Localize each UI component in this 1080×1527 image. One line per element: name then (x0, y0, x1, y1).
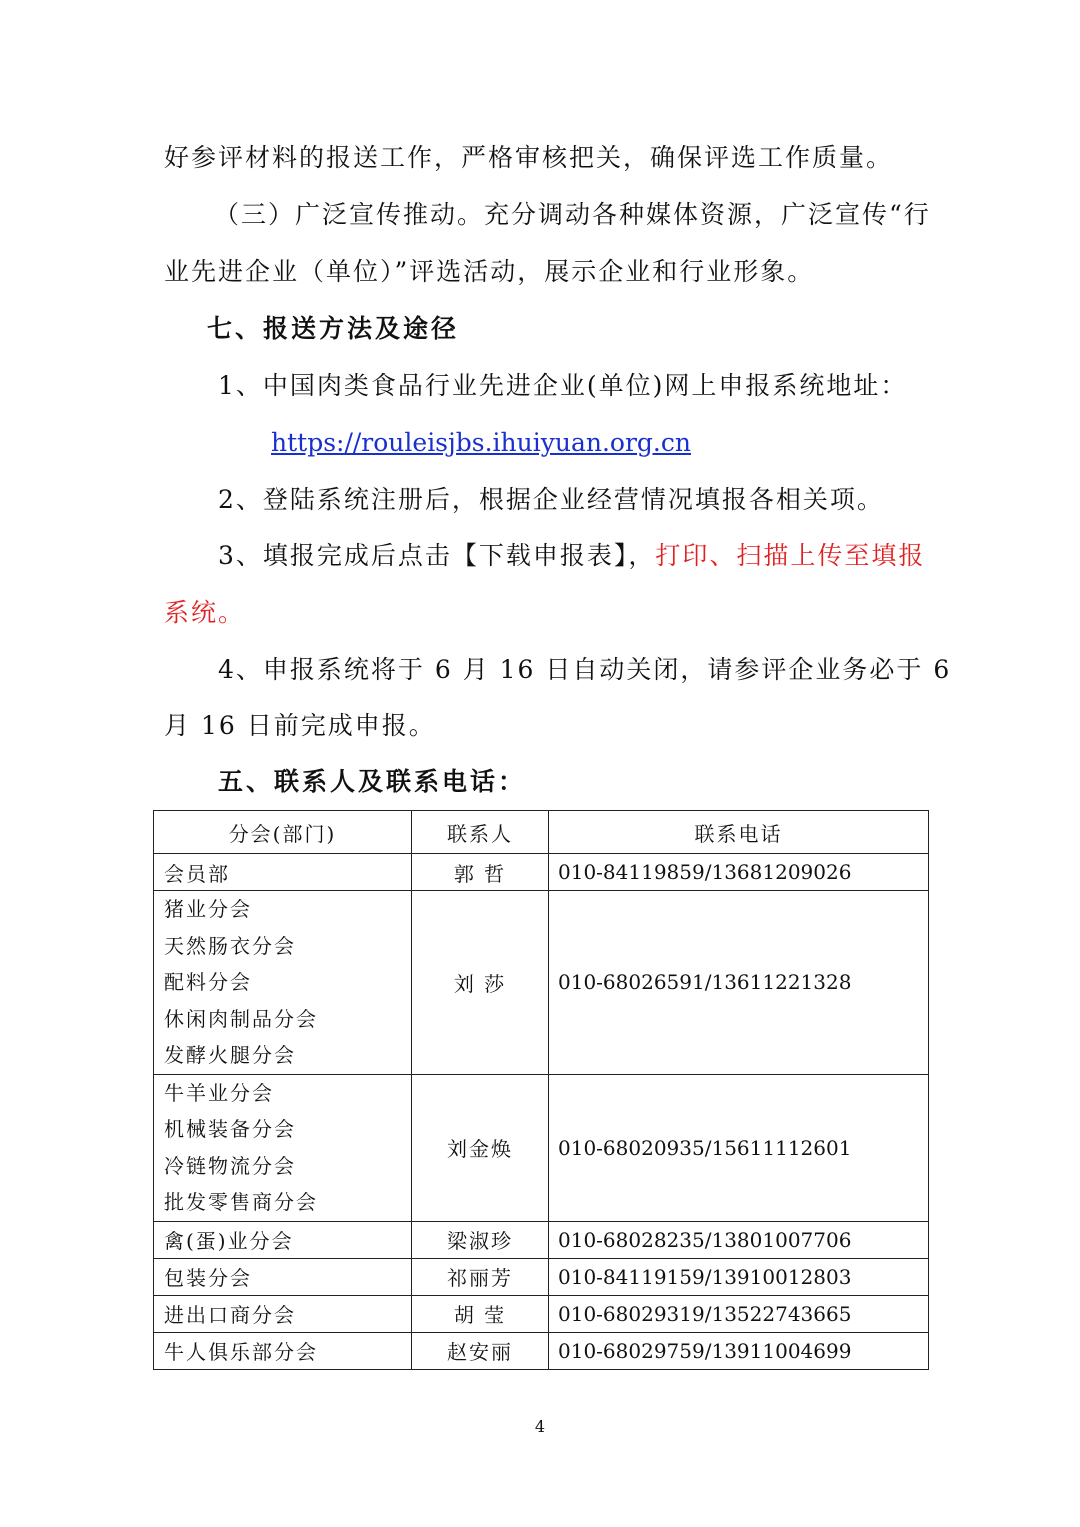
phone-cell: 010-84119159/13910012803 (549, 1258, 929, 1295)
department-cell (154, 1074, 412, 1221)
contact-cell: 郭 哲 (412, 854, 549, 891)
department-cell (154, 891, 412, 1075)
contact-cell: 祁丽芳 (412, 1258, 549, 1295)
department-name: 休闲肉制品分会 (164, 1006, 318, 1031)
list-item-4-cont: 月 16 日前完成申报。 (164, 711, 436, 740)
table-row (154, 891, 929, 1075)
phone-cell: 010-68026591/13611221328 (549, 891, 929, 1075)
department-cell: 进出口商分会 (154, 1295, 412, 1332)
list-item-3-highlight-cont: 系统。 (164, 598, 246, 627)
contact-cell: 胡 莹 (412, 1295, 549, 1332)
phone-cell: 010-68029759/13911004699 (549, 1332, 929, 1369)
department-name: 批发零售商分会 (164, 1190, 318, 1214)
contact-cell: 赵安丽 (412, 1332, 549, 1369)
table-row (154, 1258, 929, 1295)
department-name: 配料分会 (164, 970, 252, 994)
contact-cell: 梁淑珍 (412, 1221, 549, 1258)
phone-cell: 010-68029319/13522743665 (549, 1295, 929, 1332)
department-name: 冷链物流分会 (164, 1153, 296, 1178)
department-cell: 禽(蛋)业分会 (154, 1221, 412, 1258)
list-item-4: 4、申报系统将于 6 月 16 日自动关闭，请参评企业务必于 6 (218, 655, 952, 684)
section-heading-7: 七、报送方法及途径 (207, 314, 460, 343)
list-item-3-text: 3、填报完成后点击【下载申报表】， (218, 541, 656, 570)
list-item-3-highlight: 打印、扫描上传至填报 (655, 541, 926, 570)
table-header-row (154, 811, 929, 854)
contacts-table (153, 810, 929, 1370)
department-cell: 会员部 (154, 854, 412, 891)
table-row (154, 1332, 929, 1369)
list-item-3 (218, 541, 925, 571)
phone-cell: 010-84119859/13681209026 (549, 854, 929, 891)
department-cell: 牛人俱乐部分会 (154, 1332, 412, 1369)
header-department: 分会(部门) (154, 811, 412, 854)
header-phone: 联系电话 (549, 811, 929, 854)
table-row (154, 1074, 929, 1221)
department-name: 天然肠衣分会 (164, 933, 296, 958)
department-cell: 包装分会 (154, 1258, 412, 1295)
system-url-link[interactable]: https://rouleisjbs.ihuiyuan.org.cn (271, 428, 691, 457)
page-number: 4 (534, 1417, 546, 1436)
paragraph-line: （三）广泛宣传推动。充分调动各种媒体资源，广泛宣传“行 (214, 200, 931, 229)
list-item-2: 2、登陆系统注册后，根据企业经营情况填报各相关项。 (218, 485, 884, 514)
department-name: 猪业分会 (164, 897, 252, 921)
phone-cell: 010-68020935/15611112601 (549, 1074, 929, 1221)
department-name: 机械装备分会 (164, 1117, 296, 1141)
contact-cell: 刘金焕 (412, 1074, 549, 1221)
list-item-1: 1、中国肉类食品行业先进企业(单位)网上申报系统地址： (218, 371, 908, 400)
department-name: 牛羊业分会 (164, 1080, 274, 1105)
phone-cell: 010-68028235/13801007706 (549, 1221, 929, 1258)
section-heading-5: 五、联系人及联系电话： (218, 767, 527, 796)
header-contact: 联系人 (412, 811, 549, 854)
paragraph-line: 业先进企业（单位）”评选活动，展示企业和行业形象。 (164, 257, 815, 286)
table-row (154, 854, 929, 891)
table-row (154, 1221, 929, 1258)
paragraph-line: 好参评材料的报送工作，严格审核把关，确保评选工作质量。 (164, 143, 894, 172)
contact-cell: 刘 莎 (412, 891, 549, 1075)
department-name: 发酵火腿分会 (164, 1043, 296, 1067)
table-row (154, 1295, 929, 1332)
